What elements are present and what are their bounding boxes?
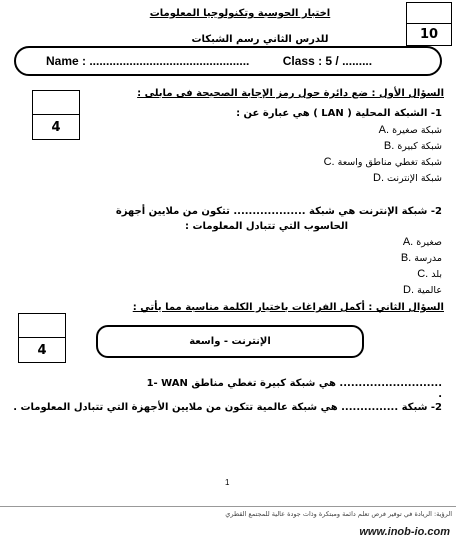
footer-url[interactable]: www.inob-io.com — [359, 526, 450, 538]
q1-item2-option-d[interactable] — [403, 284, 442, 296]
option-text: مدرسة — [414, 253, 442, 264]
q1-heading: السؤال الأول : ضع دائرة حول رمز الإجابة الصحيحة فى مابلى : — [137, 88, 444, 99]
q1-item1-option-d[interactable] — [373, 172, 442, 184]
total-score-box — [406, 2, 452, 46]
q1-item2-stem: 2- شبكة الإنترنت هي شبكة ................... تتكون من ملايين أجهزة — [115, 206, 442, 217]
q2-score-box — [18, 313, 66, 363]
q2-item2[interactable]: 2- شبكة ............... هي شبكة عالمية تتكون من ملايين الأجهزة التي تتبادل المعلومات . — [13, 402, 442, 413]
q1-item1-option-b[interactable] — [384, 140, 442, 152]
q2-item1[interactable]: 1- WAN هي شبكة كبيرة تغطي مناطق ........................... . — [146, 378, 442, 400]
option-text: بلد — [431, 269, 442, 280]
option-letter: D. — [403, 284, 415, 296]
option-text: صغيرة — [416, 237, 442, 248]
q1-item1-stem: 1- الشبكة المحلية ( LAN ) هي عبارة عن : — [236, 108, 442, 119]
page-number: 1 — [225, 478, 230, 487]
option-letter: C. — [417, 268, 429, 280]
option-letter: B. — [383, 140, 395, 152]
q1-score-value: 4 — [51, 119, 61, 135]
option-text: شبكة الإنترنت — [387, 173, 442, 184]
q1-item2-option-c[interactable] — [417, 268, 442, 280]
class-field[interactable]: Class : 5 / ......... — [282, 54, 373, 68]
total-score-value: 10 — [419, 27, 439, 42]
q1-score-box — [32, 90, 80, 140]
option-letter: C. — [323, 156, 335, 168]
q1-item2-option-b[interactable] — [401, 252, 442, 264]
option-letter: B. — [400, 252, 412, 264]
name-field[interactable]: Name : ................................................ — [46, 54, 250, 68]
option-text: شبكة تغطي مناطق واسعة — [337, 157, 442, 168]
q2-score-value: 4 — [37, 342, 47, 358]
option-letter: A. — [402, 236, 414, 248]
q1-item2-stem-line2: الحاسوب التي تتبادل المعلومات : — [185, 221, 348, 232]
footer-divider — [0, 506, 456, 507]
q1-item2-option-a[interactable] — [403, 236, 442, 248]
student-info-box — [14, 46, 442, 76]
footer-vision: الرؤية: الريادة في توفير فرص تعلم دائمة ومبتكرة وذات جودة عالية للمجتمع القطري — [225, 510, 452, 518]
q1-item1-option-a[interactable] — [379, 124, 442, 136]
option-text: عالمية — [417, 285, 442, 296]
option-letter: D. — [373, 172, 384, 184]
word-bank-box: الإنترنت - واسعة — [96, 325, 364, 358]
exam-subtitle: للدرس الثاني رسم الشبكات — [191, 34, 329, 45]
option-text: شبكة صغيرة — [392, 125, 442, 136]
q2-heading: السؤال الثاني : أكمل الفراغات باختيار الكلمة مناسبة مما يأتي : — [132, 302, 444, 313]
exam-title: اختبار الحوسبة وتكنولوجيا المعلومات — [149, 8, 331, 19]
option-letter: A. — [378, 124, 390, 136]
q1-item1-option-c[interactable] — [324, 156, 442, 168]
option-text: شبكة كبيرة — [397, 141, 442, 152]
